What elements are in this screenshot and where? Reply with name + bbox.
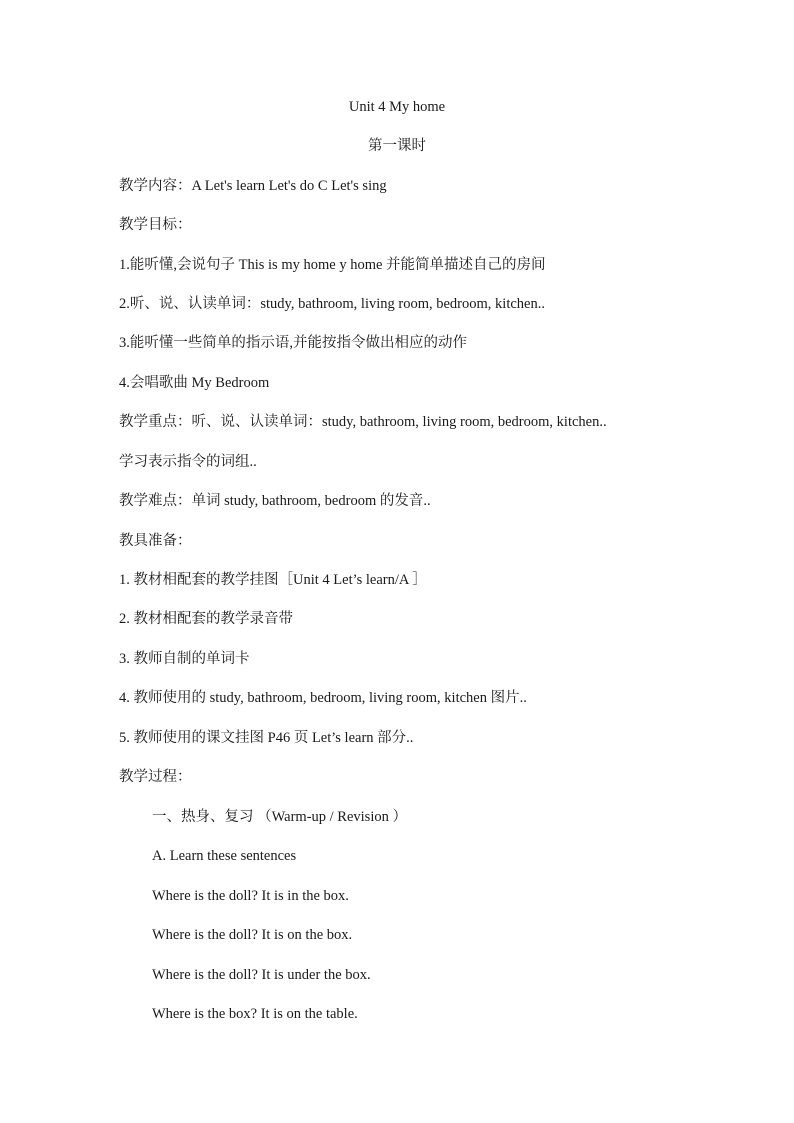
sentence-1: Where is the doll? It is in the box. xyxy=(152,888,349,904)
page-title: Unit 4 My home xyxy=(348,99,446,115)
difficult-points: 教学难点：单词 study, bathroom, bedroom 的发音.. xyxy=(119,493,431,509)
sentence-2: Where is the doll? It is on the box. xyxy=(152,927,353,943)
sentence-3: Where is the doll? It is under the box. xyxy=(152,967,371,983)
lesson-subtitle: 第一课时 xyxy=(368,138,426,154)
materials-heading: 教具准备： xyxy=(119,533,192,549)
teaching-content: 教学内容：A Let's learn Let's do C Let's sing xyxy=(119,178,387,194)
objectives-heading: 教学目标： xyxy=(119,217,192,233)
objective-item-1: 1.能听懂,会说句子 This is my home y home 并能简单描述自己的房间 xyxy=(119,257,546,273)
material-item-1: 1. 教材相配套的教学挂图［Unit 4 Let’s learn/A ］ xyxy=(119,572,427,588)
material-item-4: 4. 教师使用的 study, bathroom, bedroom, living room, kitchen 图片.. xyxy=(119,690,527,706)
material-item-3: 3. 教师自制的单词卡 xyxy=(119,651,250,667)
process-heading: 教学过程： xyxy=(119,769,192,785)
key-points-continued: 学习表示指令的词组.. xyxy=(119,454,257,470)
objective-item-4: 4.会唱歌曲 My Bedroom xyxy=(119,375,270,391)
material-item-5: 5. 教师使用的课文挂图 P46 页 Let’s learn 部分.. xyxy=(119,730,414,746)
key-points: 教学重点：听、说、认读单词：study, bathroom, living room, bedroom, kitchen.. xyxy=(119,414,607,430)
objective-item-3: 3.能听懂一些简单的指示语,并能按指令做出相应的动作 xyxy=(119,335,467,351)
warmup-subsection: A. Learn these sentences xyxy=(152,848,297,864)
warmup-section-title: 一、热身、复习 （Warm-up / Revision ） xyxy=(152,809,407,825)
sentence-4: Where is the box? It is on the table. xyxy=(152,1006,358,1022)
objective-item-2: 2.听、说、认读单词：study, bathroom, living room, bedroom, kitchen.. xyxy=(119,296,545,312)
material-item-2: 2. 教材相配套的教学录音带 xyxy=(119,611,293,627)
